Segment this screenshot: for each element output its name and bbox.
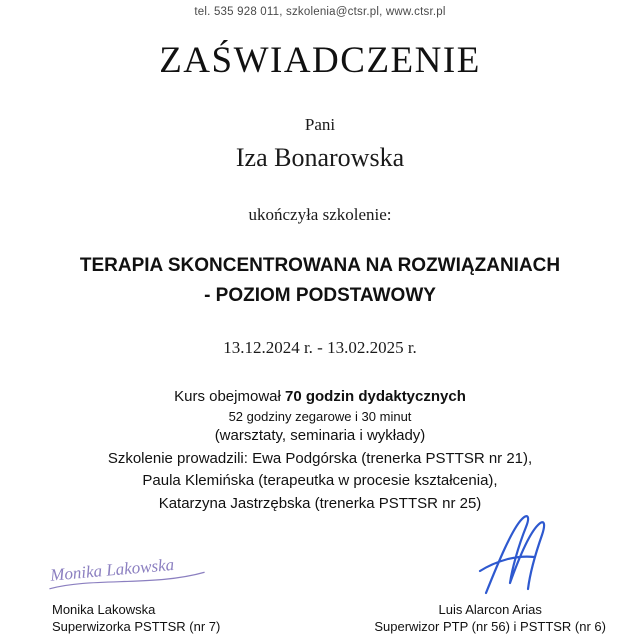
signatory-left-name: Monika Lakowska bbox=[52, 602, 156, 618]
signatories-footer bbox=[52, 602, 606, 636]
course-title-line2: - POZIOM PODSTAWOWY bbox=[204, 284, 436, 306]
date-range: 13.12.2024 r. - 13.02.2025 r. bbox=[223, 338, 417, 358]
trainers-line-2: Paula Klemińska (terapeutka w procesie kształcenia), bbox=[142, 472, 498, 490]
recipient-name: Iza Bonarowska bbox=[235, 143, 405, 172]
completion-text: ukończyła szkolenie: bbox=[248, 205, 392, 225]
signature-right-flourish bbox=[480, 516, 544, 593]
signatory-right-name: Luis Alarcon Arias bbox=[438, 602, 542, 618]
salutation-text: Pani bbox=[304, 115, 336, 134]
trainers-line-3: Katarzyna Jastrzębska (trenerka PSTTSR nr 25) bbox=[158, 494, 482, 512]
clock-hours-line: 52 godziny zegarowe i 30 minut bbox=[228, 408, 412, 424]
signature-left-script: Monika Lakowska bbox=[49, 554, 175, 585]
signature-right-ink bbox=[472, 511, 582, 601]
certificate-title: ZAŚWIADCZENIE bbox=[159, 40, 481, 81]
trainers-line-1: Szkolenie prowadzili: Ewa Podgórska (trenerka PSTTSR nr 21), bbox=[107, 449, 533, 467]
signatory-left bbox=[52, 602, 220, 636]
signatory-left-role: Superwizorka PSTTSR (nr 7) bbox=[52, 619, 221, 635]
hours-line bbox=[0, 386, 640, 409]
signatory-right-role: Superwizor PTP (nr 56) i PSTTSR (nr 6) bbox=[374, 619, 606, 635]
signature-left bbox=[42, 542, 212, 602]
hours-prefix: Kurs obejmował bbox=[174, 388, 285, 406]
signature-left-ink bbox=[42, 542, 212, 597]
format-note: (warsztaty, seminaria i wykłady) bbox=[214, 427, 426, 445]
hours-bold: 70 godzin dydaktycznych bbox=[285, 388, 466, 406]
contact-line: tel. 535 928 011, szkolenia@ctsr.pl, www.ctsr.pl bbox=[194, 6, 446, 18]
signatory-right bbox=[374, 602, 606, 636]
course-title-line1: TERAPIA SKONCENTROWANA NA ROZWIĄZANIACH bbox=[79, 255, 561, 277]
course-details bbox=[0, 386, 640, 515]
course-title bbox=[0, 251, 640, 310]
signature-right bbox=[472, 511, 582, 606]
